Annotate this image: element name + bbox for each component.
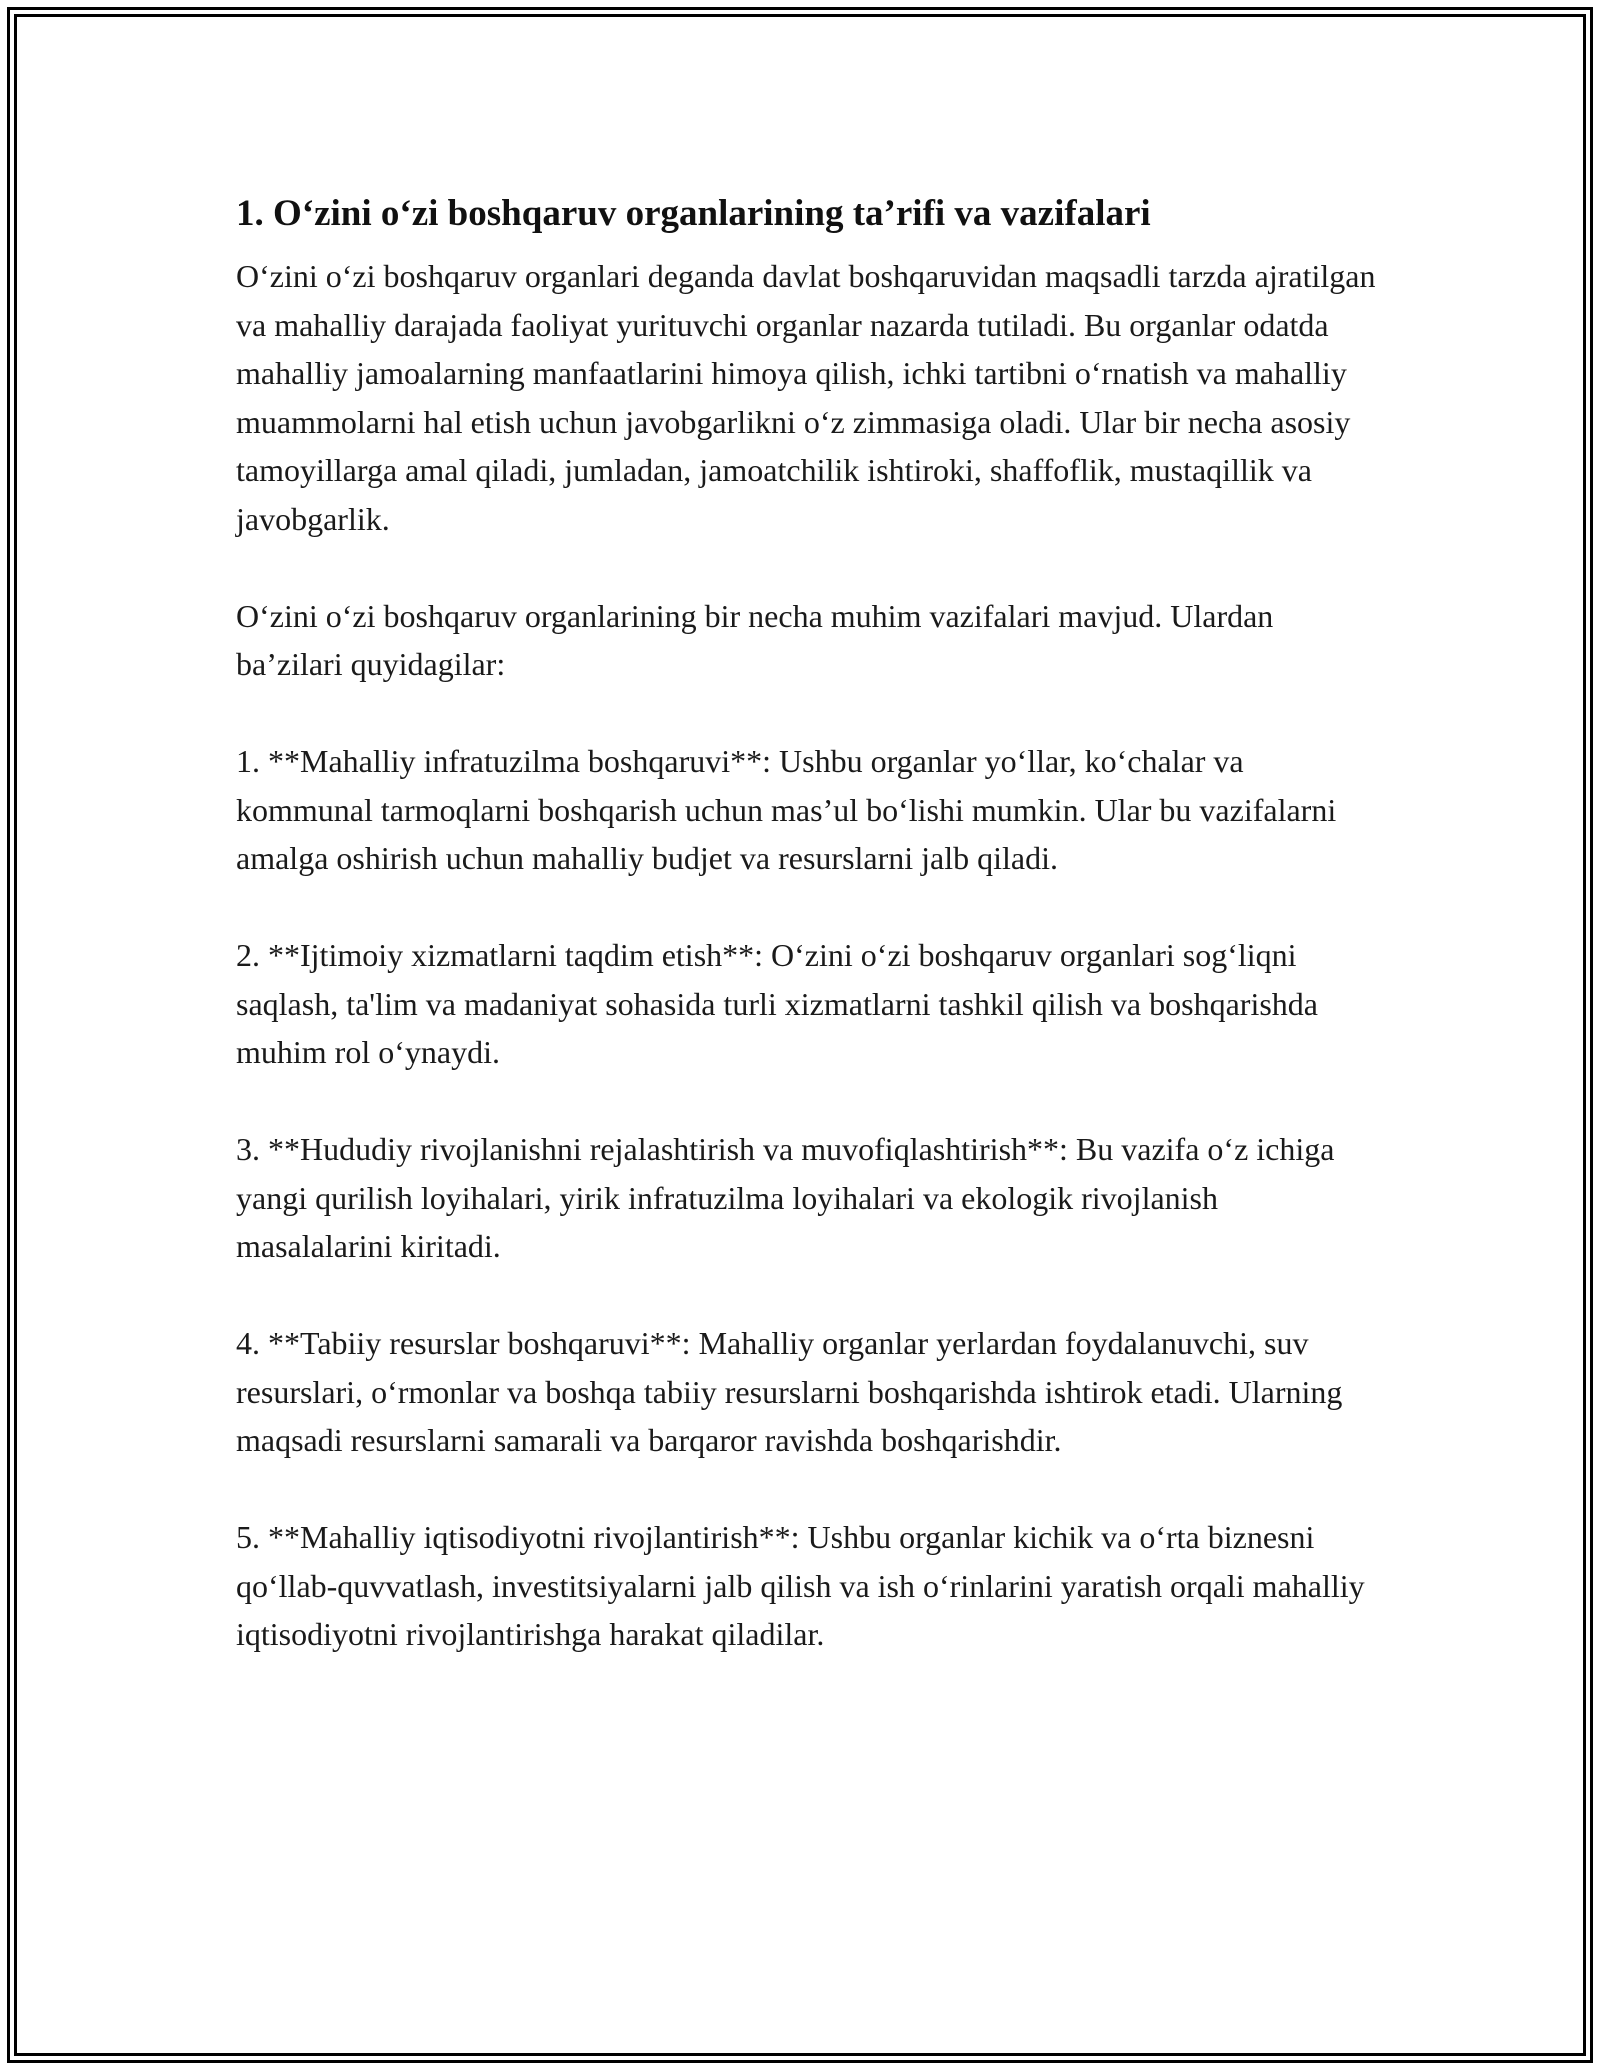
functions-lead-paragraph: O‘zini o‘zi boshqaruv organlarining bir necha muhim vazifalari mavjud. Ulardan ba’zilari quyidagilar:: [236, 597, 1274, 682]
list-item-natural-resources: 4. **Tabiiy resurslar boshqaruvi**: Mahalliy organlar yerlardan foydalanuvchi, suv resurslari, o‘rmonlar va boshqa tabiiy resurslarni boshqarishda ishtirok etadi. Ularning maqsadi resurslarni samarali va barqaror ravishda boshqarishdir.: [236, 1325, 1343, 1458]
list-item-local-economy: 5. **Mahalliy iqtisodiyotni rivojlantirish**: Ushbu organlar kichik va o‘rta biznesni qo‘llab-quvvatlash, investitsiyalarni jalb qilish va ish o‘rinlarini yaratish orqali mahalliy iqtisodiyotni rivojlantirishga harakat qiladilar.: [236, 1519, 1365, 1652]
intro-paragraph: O‘zini o‘zi boshqaruv organlari deganda davlat boshqaruvidan maqsadli tarzda ajratilgan va mahalliy darajada faoliyat yurituvchi organlar nazarda tutiladi. Bu organlar odatda mahalliy jamoalarning manfaatlarini himoya qilish, ichki tartibni o‘rnatish va mahalliy muammolarni hal etish uchun javobgarlikni o‘z zimmasiga oladi. Ular bir necha asosiy tamoyillarga amal qiladi, jumladan, jamoatchilik ishtiroki, shaffoflik, mustaqillik va javobgarlik.: [236, 258, 1376, 537]
list-item-social-services: 2. **Ijtimoiy xizmatlarni taqdim etish**: O‘zini o‘zi boshqaruv organlari sog‘liqni saqlash, ta'lim va madaniyat sohasida turli xizmatlarni tashkil qilish va boshqarishda muhim rol o‘ynaydi.: [236, 937, 1318, 1070]
document-body: [236, 184, 1376, 1707]
list-item-infrastructure: 1. **Mahalliy infratuzilma boshqaruvi**: Ushbu organlar yo‘llar, ko‘chalar va kommunal tarmoqlarni boshqarish uchun mas’ul bo‘lishi mumkin. Ular bu vazifalarni amalga oshirish uchun mahalliy budjet va resurslarni jalb qiladi.: [236, 743, 1337, 876]
document-title: 1. O‘zini o‘zi boshqaruv organlarining ta’rifi va vazifalari: [236, 193, 1151, 234]
list-item-territorial-development: 3. **Hududiy rivojlanishni rejalashtirish va muvofiqlashtirish**: Bu vazifa o‘z ichiga yangi qurilish loyihalari, yirik infratuzilma loyihalari va ekologik rivojlanish masalalarini kiritadi.: [236, 1131, 1335, 1264]
